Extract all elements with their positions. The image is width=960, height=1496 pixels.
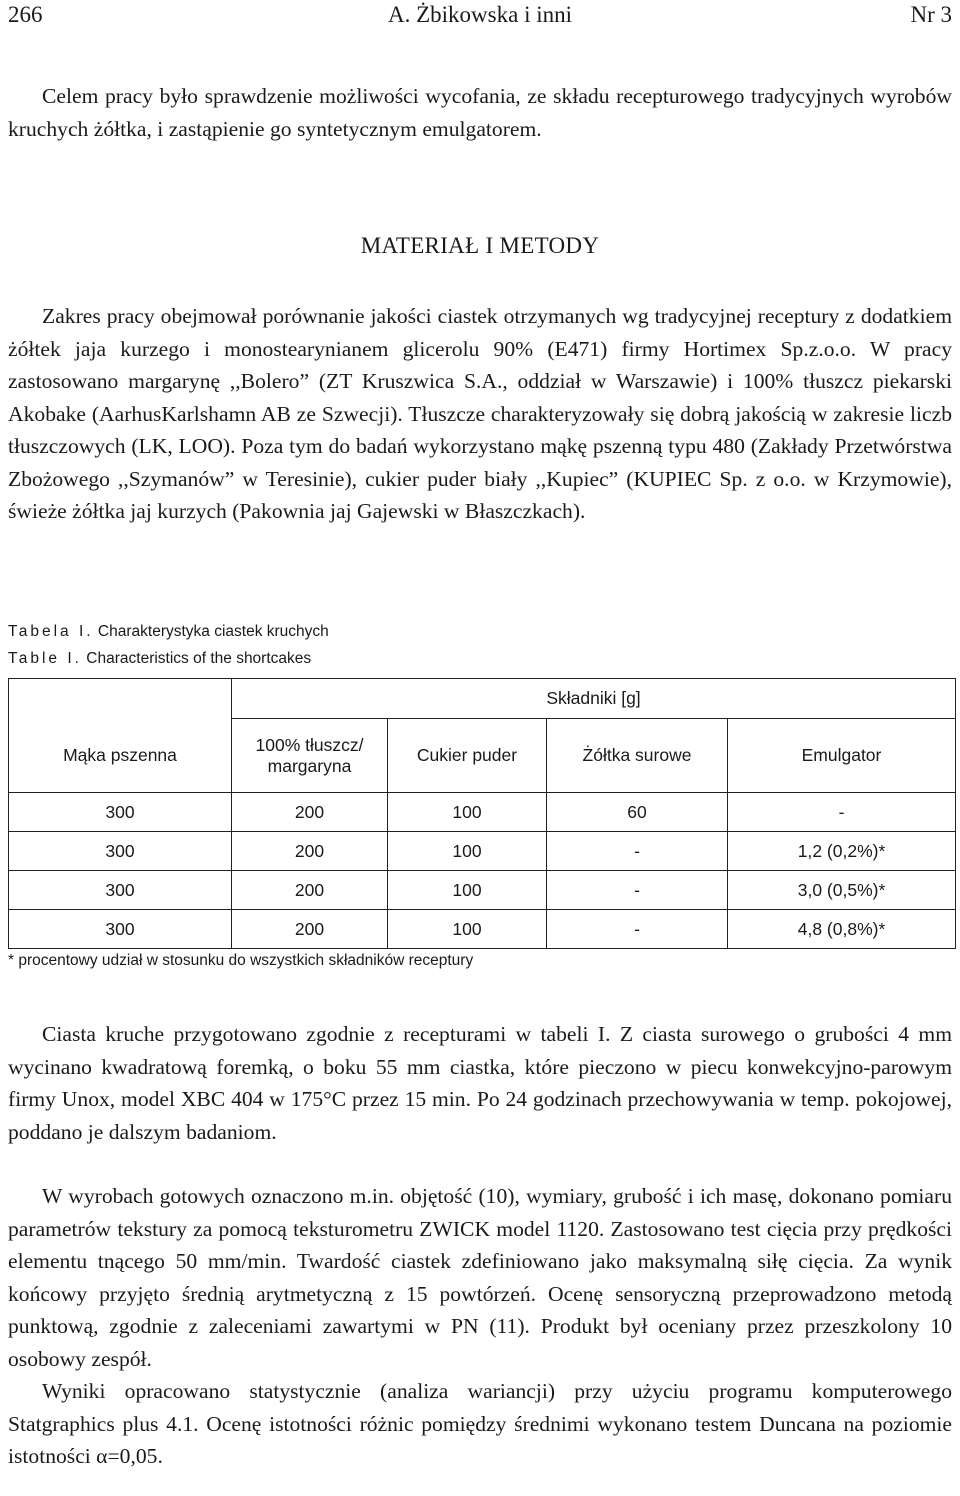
issue-number: Nr 3 (910, 2, 952, 27)
col-header-sugar: Cukier puder (388, 719, 547, 793)
body-paragraph-1: Ciasta kruche przygotowano zgodnie z recepturami w tabeli I. Z ciasta surowego o grubości 4 mm wycinano kwadratową foremką, o boku 55 mm ciastka, które pieczono w piecu konwekcyjno-parowym firmy Unox, model XBC 404 w 175°C przez 15 min. Po 24 godzinach przechowywania w temp. pokojowej, poddano je dalszym badaniom. (8, 1022, 952, 1144)
table-row (9, 832, 956, 871)
table-cell: 60 (547, 793, 728, 832)
table-cell: 3,0 (0,5%)* (728, 871, 956, 910)
caption-pl-label: Tabela I. (8, 623, 94, 640)
caption-en-label: Table I. (8, 650, 82, 667)
table-cell: 100 (388, 910, 547, 949)
table-cell: 200 (232, 832, 388, 871)
section-heading: MATERIAŁ I METODY (360, 233, 600, 258)
body-paragraph-2: W wyrobach gotowych oznaczono m.in. objętość (10), wymiary, grubość i ich masę, dokonano pomiaru parametrów tekstury za pomocą teksturometru ZWICK model 1120. Zastosowano test cięcia przy prędkości elementu tnącego 50 mm/min. Twardość ciastek zdefiniowano jako maksymalną siłę cięcia. Za wynik końcowy przyjęto średnią arytmetyczną z 15 powtórzeń. Ocenę sensoryczną przeprowadzono metodą punktową, zgodnie z zaleceniami zawartymi w PN (11). Produkt był oceniany przez przeszkolony 10 osobowy zespół. (8, 1184, 952, 1371)
table-cell: - (547, 832, 728, 871)
table-cell: 200 (232, 910, 388, 949)
caption-en-text: Characteristics of the shortcakes (86, 650, 312, 667)
page-number: 266 (8, 2, 43, 27)
table-group-header-row (9, 679, 956, 719)
table-cell: 300 (9, 793, 232, 832)
table-cell: 100 (388, 793, 547, 832)
table-cell: 100 (388, 832, 547, 871)
page-header (8, 2, 952, 32)
table-row (9, 910, 956, 949)
table-cell: 300 (9, 871, 232, 910)
table-cell: 300 (9, 832, 232, 871)
table-cell: - (547, 910, 728, 949)
col-header-yolks: Żółtka surowe (547, 719, 728, 793)
methods-paragraph: Zakres pracy obejmował porównanie jakości ciastek otrzymanych wg tradycyjnej receptury z dodatkiem żółtek jaja kurzego i monostearynianem glicerolu 90% (E471) firmy Hortimex Sp.z.o.o. W pracy zastosowano margarynę ,,Bolero” (ZT Kruszwica S.A., oddział w Warszawie) i 100% tłuszcz piekarski Akobake (AarhusKarlshamn AB ze Szwecji). Tłuszcze charakteryzowały się dobrą jakością w zakresie liczb tłuszczowych (LK, LOO). Poza tym do badań wykorzystano mąkę pszenną typu 480 (Zakłady Przetwórstwa Zbożowego ,,Szymanów” w Teresinie), cukier puder biały ,,Kupiec” (KUPIEC Sp. z o.o. w Krzymowie), świeże żółtka jaj kurzych (Pakownia jaj Gajewski w Błaszczkach). (8, 304, 952, 523)
running-head-authors: A. Żbikowska i inni (388, 2, 572, 27)
table-cell: 300 (9, 910, 232, 949)
table-caption-en (8, 650, 311, 668)
caption-pl-text: Charakterystyka ciastek kruchych (97, 623, 329, 640)
table-cell: 200 (232, 871, 388, 910)
col-header-emulsifier: Emulgator (728, 719, 956, 793)
table-empty-corner (9, 679, 232, 719)
table-row (9, 871, 956, 910)
table-cell: 200 (232, 793, 388, 832)
intro-paragraph: Celem pracy było sprawdzenie możliwości wycofania, ze składu recepturowego tradycyjnych wyrobów kruchych żółtka, i zastąpienie go syntetycznym emulgatorem. (8, 84, 952, 141)
table-cell: - (547, 871, 728, 910)
table-cell: 4,8 (0,8%)* (728, 910, 956, 949)
table-cell: 100 (388, 871, 547, 910)
col-header-flour: Mąka pszenna (9, 719, 232, 793)
table-caption-pl (8, 623, 329, 641)
body-paragraph-3: Wyniki opracowano statystycznie (analiza wariancji) przy użyciu programu komputerowego Statgraphics plus 4.1. Ocenę istotności różnic pomiędzy średnimi wykonano testem Duncana na poziomie istotności α=0,05. (8, 1379, 952, 1468)
table-header-row (9, 719, 956, 793)
col-header-fat: 100% tłuszcz/ margaryna (232, 719, 388, 793)
table-footnote: * procentowy udział w stosunku do wszystkich składników receptury (8, 952, 474, 969)
ingredients-table (8, 678, 956, 949)
table-cell: - (728, 793, 956, 832)
table-row (9, 793, 956, 832)
table-cell: 1,2 (0,2%)* (728, 832, 956, 871)
table-group-header: Składniki [g] (232, 679, 956, 719)
